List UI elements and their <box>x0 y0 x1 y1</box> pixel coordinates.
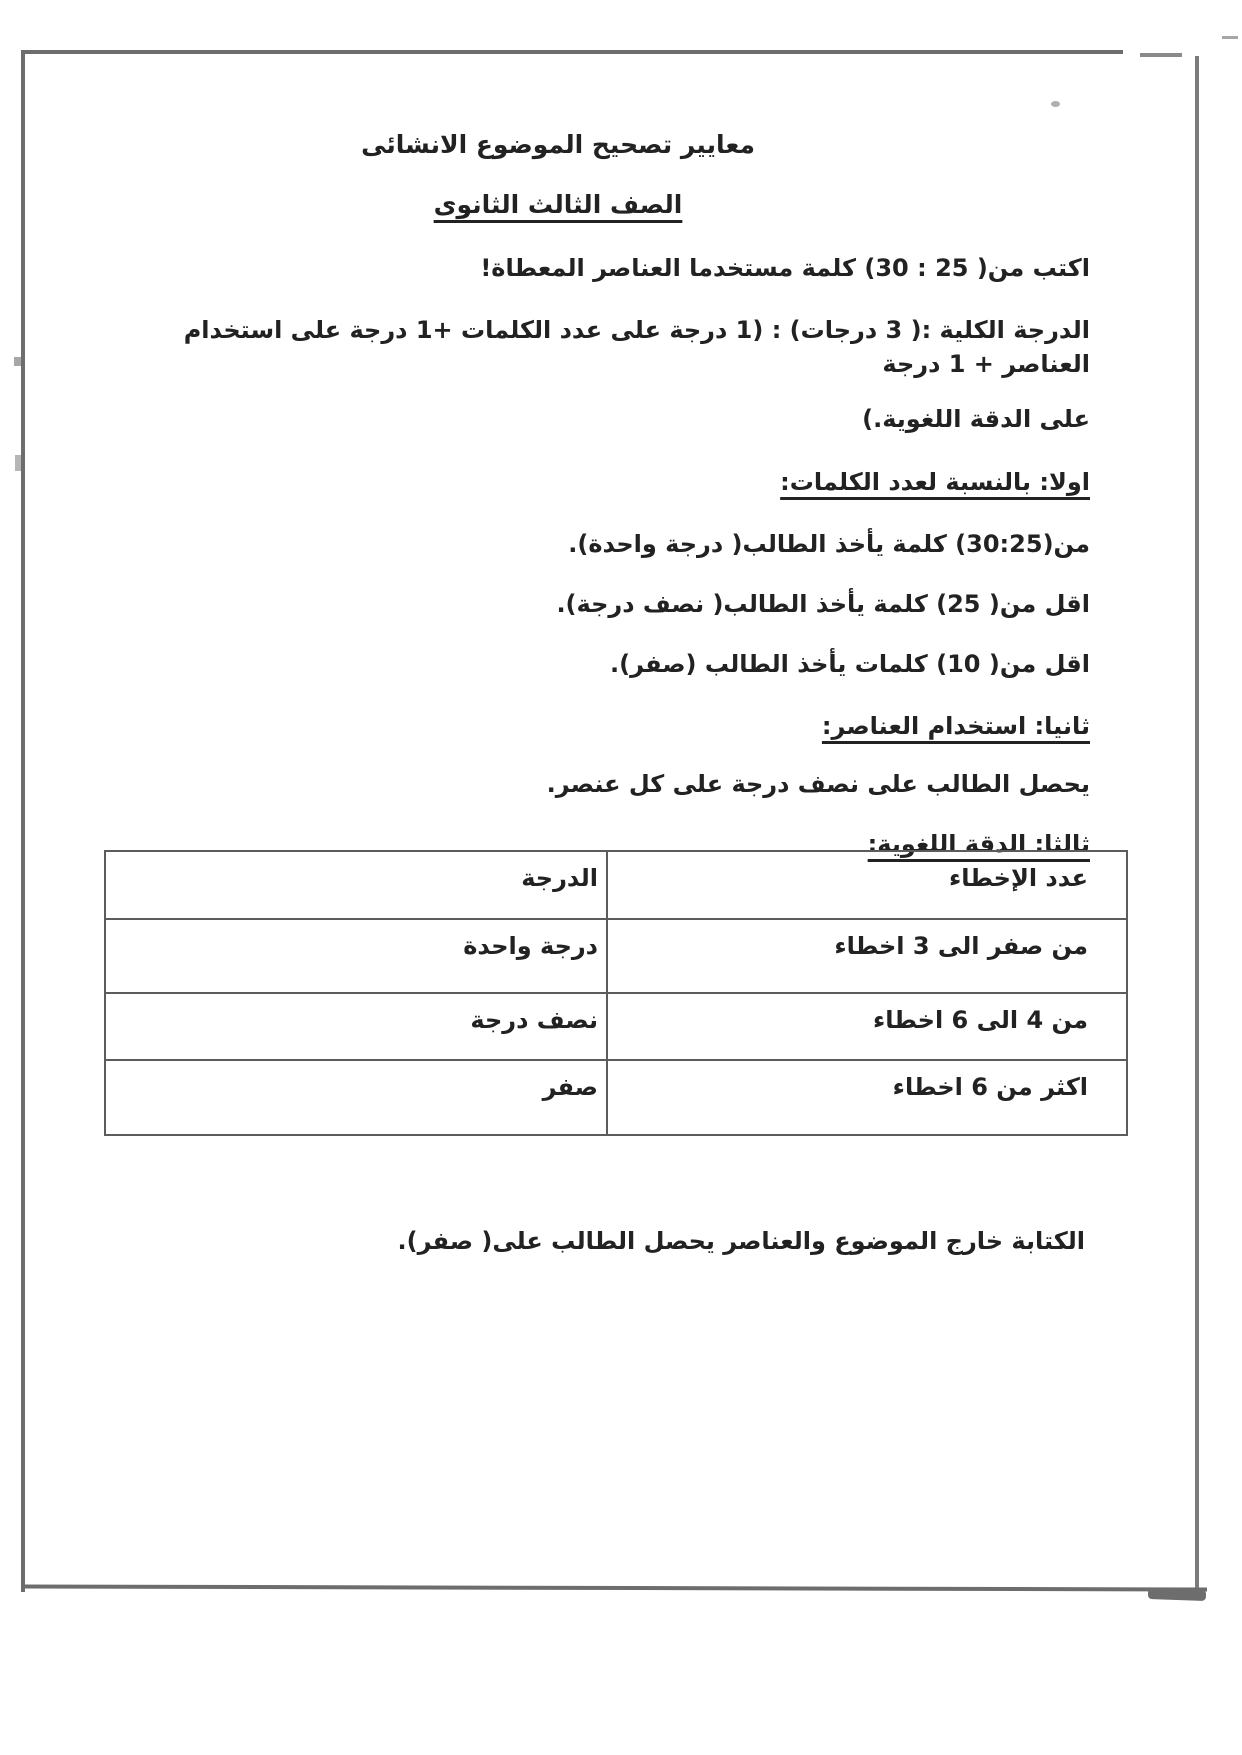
table-row <box>105 993 1127 1060</box>
scan-artifact-tick <box>15 455 21 471</box>
col-header-grade: الدرجة <box>105 851 607 919</box>
scan-artifact-dot <box>1051 101 1060 107</box>
table-row <box>105 919 1127 993</box>
errors-cell: من 4 الى 6 اخطاء <box>607 993 1127 1060</box>
scan-artifact-tick <box>14 357 21 366</box>
section1-rule-2: اقل من( 25) كلمة يأخذ الطالب( نصف درجة). <box>556 590 1090 618</box>
page-border-left <box>21 50 25 1592</box>
section2-rule: يحصل الطالب على نصف درجة على كل عنصر. <box>546 770 1090 798</box>
footer-note: الكتابة خارج الموضوع والعناصر يحصل الطالب على( صفر). <box>397 1227 1085 1255</box>
page-border-bottom <box>21 1584 1207 1591</box>
page-border-top-dash <box>1140 53 1182 57</box>
section2-heading: ثانيا: استخدام العناصر: <box>821 712 1090 740</box>
intro-line: اكتب من( 25 : 30) كلمة مستخدما العناصر المعطاة! <box>480 254 1090 282</box>
scan-artifact-corner <box>1222 36 1238 39</box>
accuracy-rubric-table <box>104 850 1128 1136</box>
document-subtitle: الصف الثالث الثانوى <box>433 190 683 219</box>
scan-artifact-bottom <box>1148 1588 1206 1601</box>
section1-heading: اولا: بالنسبة لعدد الكلمات: <box>780 468 1090 496</box>
grade-cell: درجة واحدة <box>105 919 607 993</box>
title-block <box>130 128 986 222</box>
grade-cell: صفر <box>105 1060 607 1135</box>
document-title: معايير تصحيح الموضوع الانشائى <box>361 130 755 159</box>
errors-cell: اكثر من 6 اخطاء <box>607 1060 1127 1135</box>
section1-rule-3: اقل من( 10) كلمات يأخذ الطالب (صفر). <box>610 650 1090 678</box>
table-row <box>105 1060 1127 1135</box>
page-border-top <box>21 50 1123 54</box>
total-grade-line-1: الدرجة الكلية :( 3 درجات) : (1 درجة على عدد الكلمات +1 درجة على استخدام العناصر + 1 درجة <box>183 316 1090 378</box>
grade-cell: نصف درجة <box>105 993 607 1060</box>
errors-cell: من صفر الى 3 اخطاء <box>607 919 1127 993</box>
table-header-row <box>105 851 1127 919</box>
total-grade-line-2: على الدقة اللغوية.) <box>862 405 1090 433</box>
page-border-right <box>1195 56 1199 1592</box>
section1-rule-1: من(30:25) كلمة يأخذ الطالب( درجة واحدة). <box>568 530 1090 558</box>
body-text <box>130 251 1090 889</box>
col-header-errors: عدد الإخطاء <box>607 851 1127 919</box>
section3-heading: ثالثا: الدقة اللغوية: <box>867 830 1090 858</box>
